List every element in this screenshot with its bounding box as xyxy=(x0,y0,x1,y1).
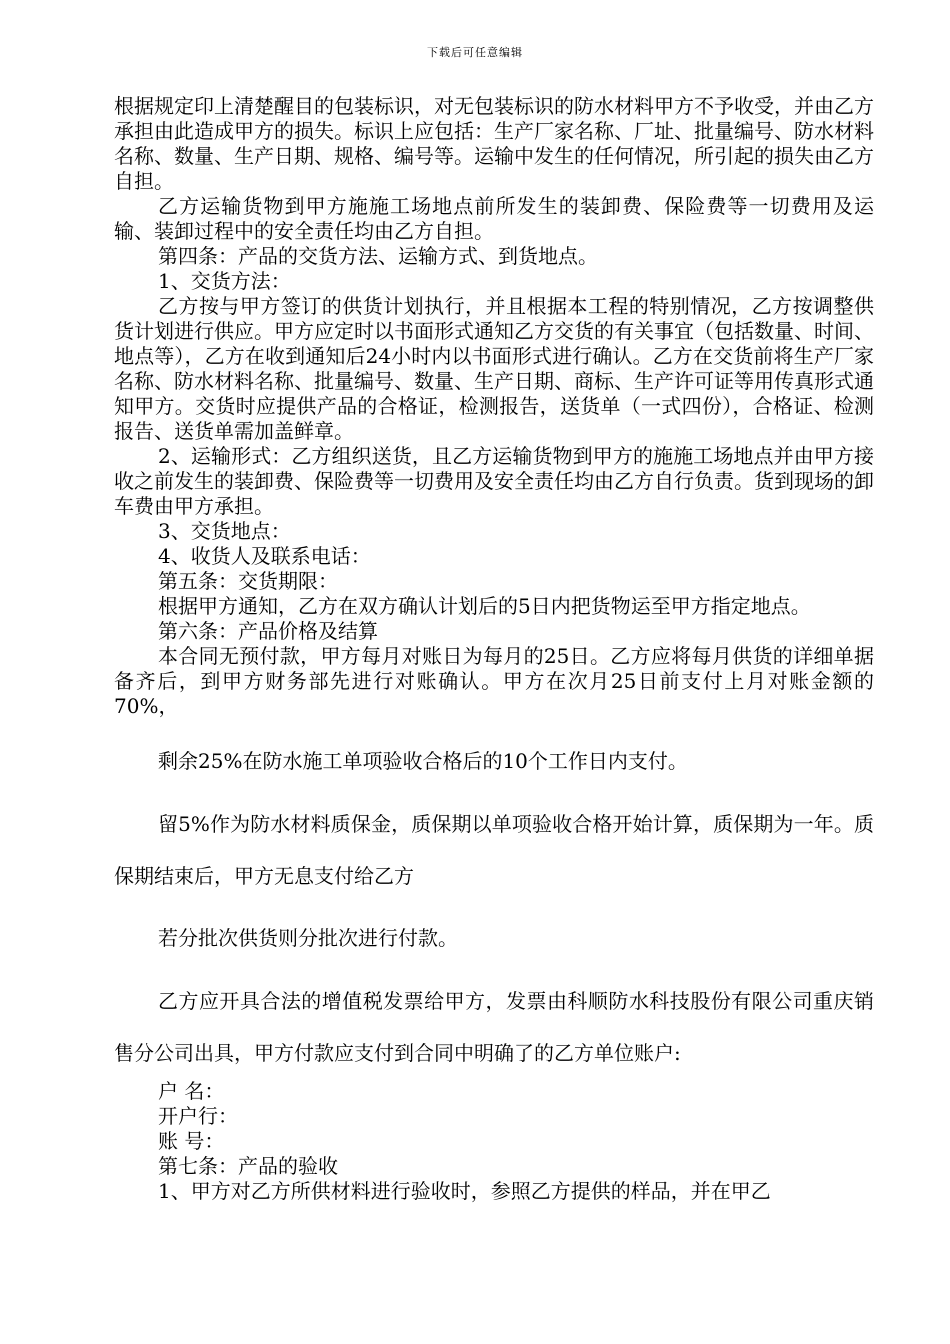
article-4-heading: 第四条：产品的交货方法、运输方式、到货地点。 xyxy=(158,244,598,268)
paragraph-acceptance: 1、甲方对乙方所供材料进行验收时，参照乙方提供的样品，并在甲乙 xyxy=(158,1179,771,1203)
paragraph-packaging: 根据规定印上清楚醒目的包装标识，对无包装标识的防水材料甲方不予收受，并由乙方承担由此造成甲方的损失。标识上应包括：生产厂家名称、厂址、批量编号、防水材料名称、数量、生产日期、规格、编号等。运输中发生的任何情况，所引起的损失由乙方自担。 xyxy=(114,94,874,193)
page-header: 下载后可任意编辑 xyxy=(427,46,523,59)
delivery-method-heading: 1、交货方法： xyxy=(158,269,291,293)
paragraph-remaining-payment: 剩余25%在防水施工单项验收合格后的10个工作日内支付。 xyxy=(158,749,688,773)
paragraph-payment-terms: 本合同无预付款，甲方每月对账日为每月的25日。乙方应将每月供货的详细单据备齐后，到甲方财务部先进行对账确认。甲方在次月25日前支付上月对账金额的70%， xyxy=(114,644,874,718)
account-number-label: 账 号： xyxy=(158,1129,225,1153)
paragraph-warranty: 留5%作为防水材料质保金，质保期以单项验收合格开始计算，质保期为一年。质保期结束后，甲方无息支付给乙方 xyxy=(114,812,874,888)
paragraph-delivery-deadline: 根据甲方通知，乙方在双方确认计划后的5日内把货物运至甲方指定地点。 xyxy=(158,594,811,618)
paragraph-batch-payment: 若分批次供货则分批次进行付款。 xyxy=(158,926,458,950)
delivery-location-label: 3、交货地点： xyxy=(158,519,291,543)
paragraph-invoice: 乙方应开具合法的增值税发票给甲方，发票由科顺防水科技股份有限公司重庆销售分公司出具，甲方付款应支付到合同中明确了的乙方单位账户: xyxy=(114,989,874,1065)
document-body xyxy=(114,94,874,1204)
article-5-heading: 第五条：交货期限： xyxy=(158,569,338,593)
bank-label: 开户行： xyxy=(158,1104,238,1128)
article-7-heading: 第七条：产品的验收 xyxy=(158,1154,338,1178)
consignee-label: 4、收货人及联系电话： xyxy=(158,544,371,568)
paragraph-transport-costs: 乙方运输货物到甲方施施工场地点前所发生的装卸费、保险费等一切费用及运输、装卸过程中的安全责任均由乙方自担。 xyxy=(114,194,874,243)
article-6-heading: 第六条：产品价格及结算 xyxy=(158,619,378,643)
paragraph-transport-form: 2、运输形式：乙方组织送货，且乙方运输货物到甲方的施施工场地点并由甲方接收之前发生的装卸费、保险费等一切费用及安全责任均由乙方自行负责。货到现场的卸车费由甲方承担。 xyxy=(114,444,874,518)
paragraph-delivery-method: 乙方按与甲方签订的供货计划执行，并且根据本工程的特别情况，乙方按调整供货计划进行供应。甲方应定时以书面形式通知乙方交货的有关事宜（包括数量、时间、地点等），乙方在收到通知后24小时内以书面形式进行确认。乙方在交货前将生产厂家名称、防水材料名称、批量编号、数量、生产日期、商标、生产许可证等用传真形式通知甲方。交货时应提供产品的合格证，检测报告，送货单（一式四份），合格证、检测报告、送货单需加盖鲜章。 xyxy=(114,294,874,443)
account-name-label: 户 名： xyxy=(158,1079,225,1103)
